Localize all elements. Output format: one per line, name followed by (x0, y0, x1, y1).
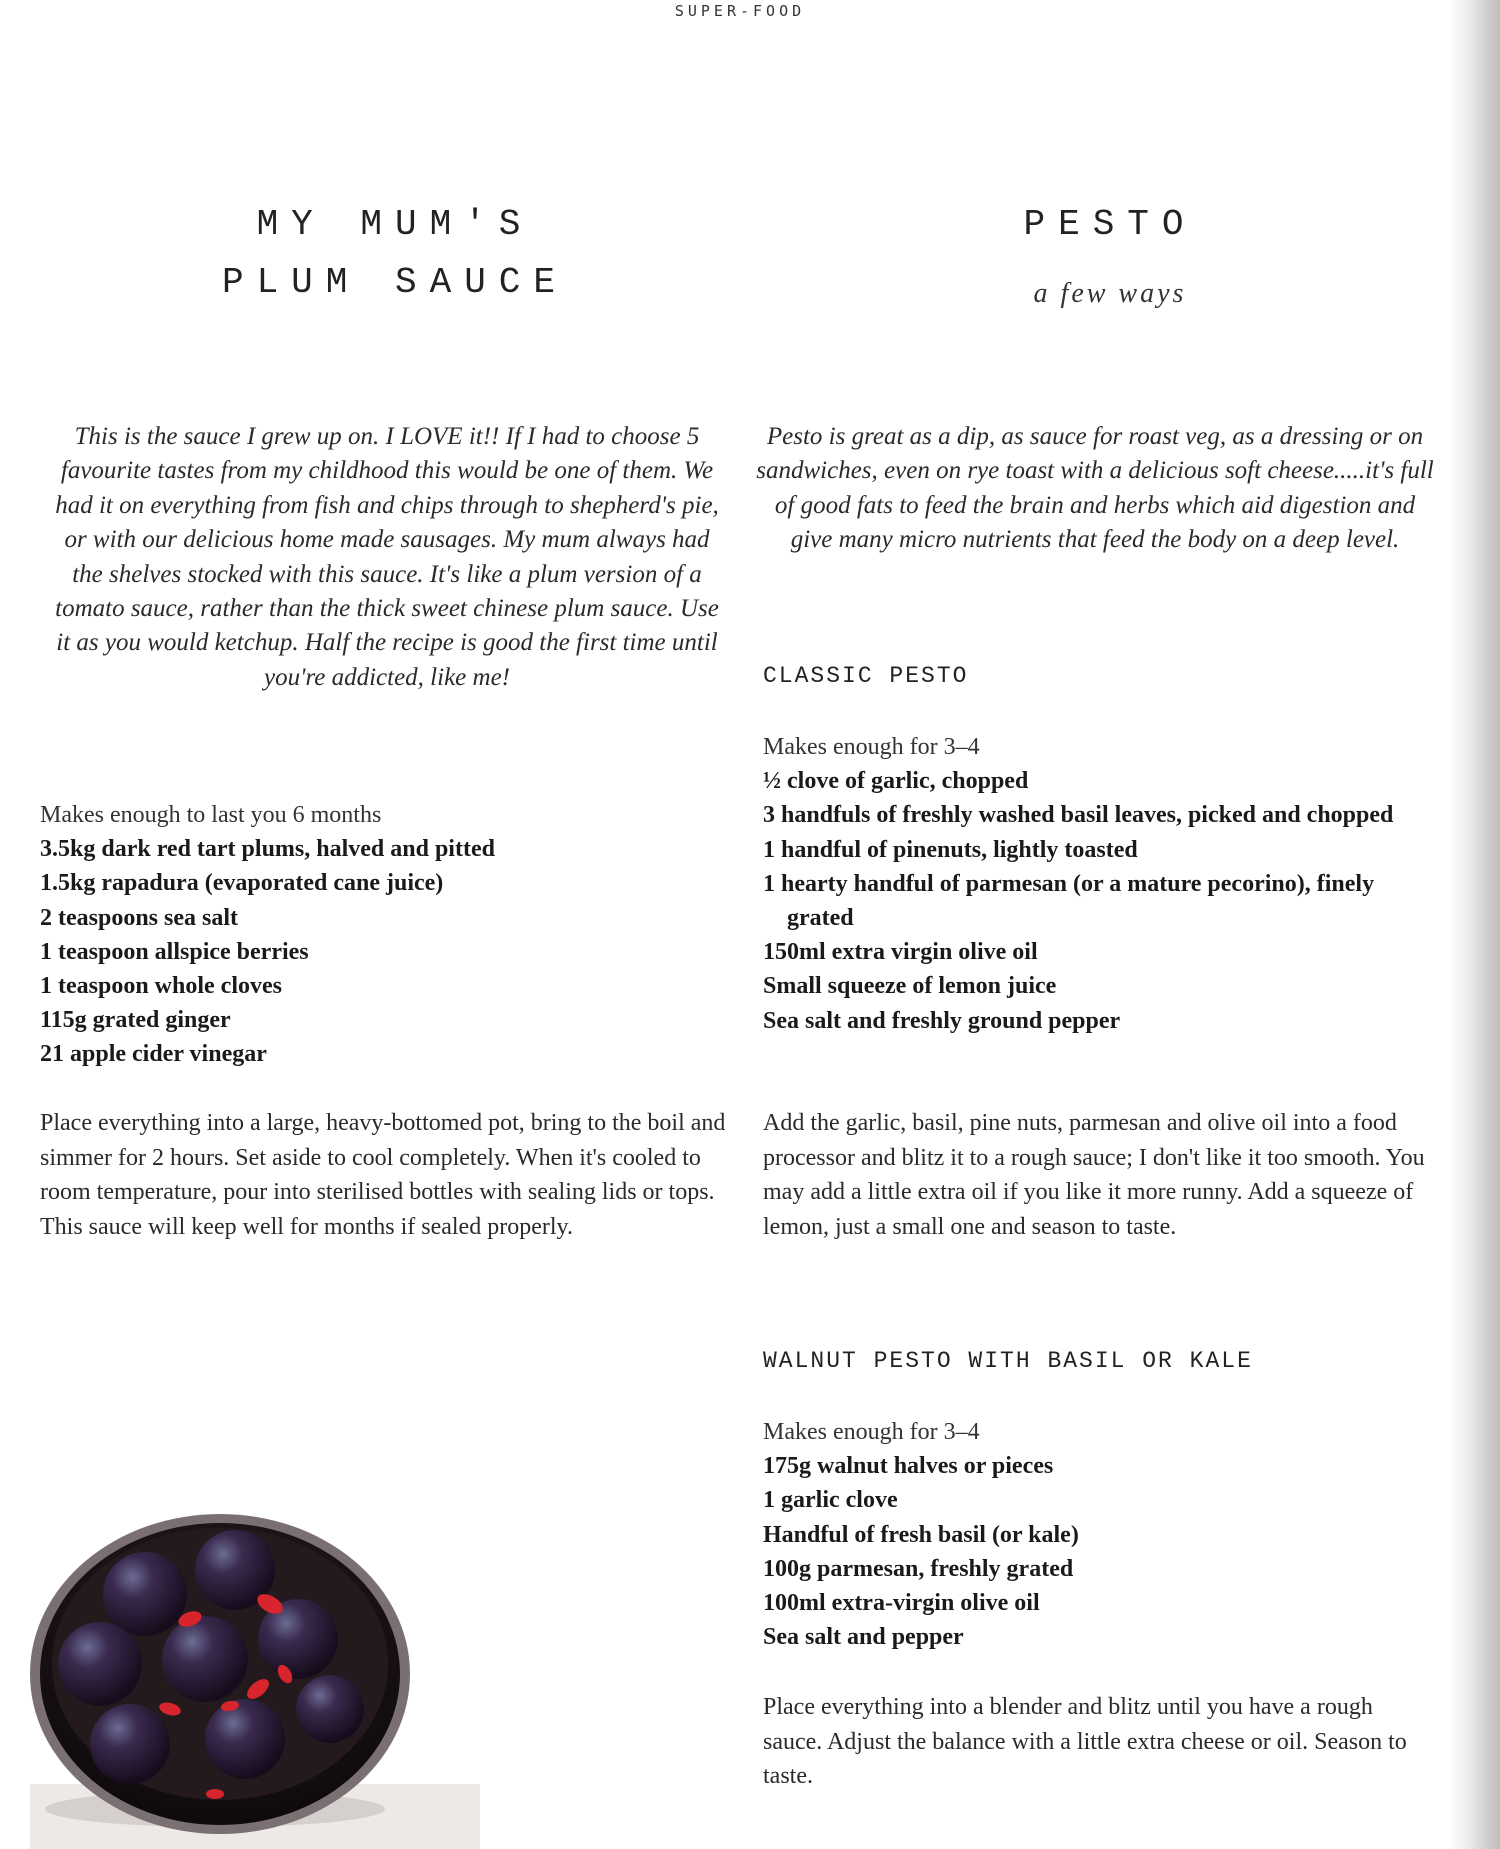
ingredient-item: 1 teaspoon whole cloves (40, 973, 282, 1000)
ingredient-item: 150ml extra virgin olive oil (763, 939, 1038, 966)
plum-intro: This is the sauce I grew up on. I LOVE it!! If I had to choose 5 favourite tastes from my childhood this would be one of them. We had it on everything from fish and chips through to shepherd's pie, or with our delicious home made sausages. My mum always had the shelves stocked with this sauce. It's like a plum version of a tomato sauce, rather than the thick sweet chinese plum sauce. Use it as you would ketchup. Half the recipe is good the first time until you're addicted, like me! (55, 423, 719, 691)
plum-bowl-photo (30, 1484, 480, 1849)
pesto-subtitle: a few ways (1033, 278, 1187, 309)
walnut-pesto-method: Place everything into a blender and blitz until you have a rough sauce. Adjust the balance with a little extra cheese or oil. Season to taste. (763, 1694, 1407, 1790)
walnut-pesto-yield: Makes enough for 3–4 (763, 1419, 980, 1445)
plum-yield: Makes enough to last you 6 months (40, 802, 382, 828)
plum-title-line1: MY MUM'S (256, 204, 534, 245)
ingredient-item: Handful of fresh basil (or kale) (763, 1521, 1079, 1548)
walnut-pesto-ingredient-list (763, 1449, 1443, 1654)
ingredient-item: 3 handfuls of freshly washed basil leaves, picked and chopped (763, 802, 1394, 829)
ingredient-item: 1.5kg rapadura (evaporated cane juice) (40, 870, 444, 897)
ingredient-item: 100ml extra-virgin olive oil (763, 1590, 1040, 1617)
plum-method: Place everything into a large, heavy-bottomed pot, bring to the boil and simmer for 2 hours. Set aside to cool completely. When it's cooled to room temperature, pour into sterilised bottles with sealing lids or tops. This sauce will keep well for months if sealed properly. (40, 1110, 726, 1240)
plum-ingredients-block (40, 798, 690, 1072)
pesto-intro: Pesto is great as a dip, as sauce for roast veg, as a dressing or on sandwiches, even on rye toast with a delicious soft cheese.....it's full of good fats to feed the brain and herbs which aid digestion and give many micro nutrients that feed the body on a deep level. (756, 423, 1434, 554)
ingredient-item: Sea salt and pepper (763, 1624, 964, 1651)
ingredient-item: 1 hearty handful of parmesan (or a mature pecorino), finely grated (763, 870, 1375, 932)
running-head: SUPER-FOOD (674, 2, 806, 20)
ingredient-item: Small squeeze of lemon juice (763, 973, 1057, 1000)
ingredient-item: 2 teaspoons sea salt (40, 904, 239, 931)
classic-pesto-ingredient-list (763, 764, 1443, 1038)
ingredient-item: 3.5kg dark red tart plums, halved and pitted (40, 836, 495, 863)
classic-pesto-yield: Makes enough for 3–4 (763, 734, 980, 760)
ingredient-item: ½ clove of garlic, chopped (763, 768, 1029, 795)
classic-pesto-method: Add the garlic, basil, pine nuts, parmesan and olive oil into a food processor and blitz it to a rough sauce; I don't like it too smooth. You may add a little extra oil if you like it more runny. Add a squeeze of lemon, just a small one and season to taste. (763, 1110, 1425, 1240)
classic-pesto-ingredients-block (763, 730, 1443, 1038)
plum-sauce-title (150, 196, 640, 312)
ingredient-item: 1 handful of pinenuts, lightly toasted (763, 836, 1138, 863)
ingredient-item: 100g parmesan, freshly grated (763, 1555, 1074, 1582)
ingredient-item: 1 garlic clove (763, 1487, 898, 1514)
ingredient-item: 1 teaspoon allspice berries (40, 938, 309, 965)
ingredient-item: 115g grated ginger (40, 1007, 231, 1034)
plum-ingredient-list (40, 832, 690, 1071)
ingredient-item: 175g walnut halves or pieces (763, 1453, 1054, 1480)
plum-title-line2: PLUM SAUCE (221, 262, 569, 303)
ingredient-item: 21 apple cider vinegar (40, 1041, 267, 1068)
pesto-title: PESTO (1023, 204, 1197, 245)
ingredient-item: Sea salt and freshly ground pepper (763, 1007, 1121, 1034)
walnut-pesto-heading: WALNUT PESTO WITH BASIL OR KALE (763, 1348, 1253, 1374)
classic-pesto-heading: CLASSIC PESTO (763, 663, 969, 689)
page-gutter-shadow (1448, 0, 1500, 1849)
walnut-pesto-ingredients-block (763, 1415, 1443, 1654)
